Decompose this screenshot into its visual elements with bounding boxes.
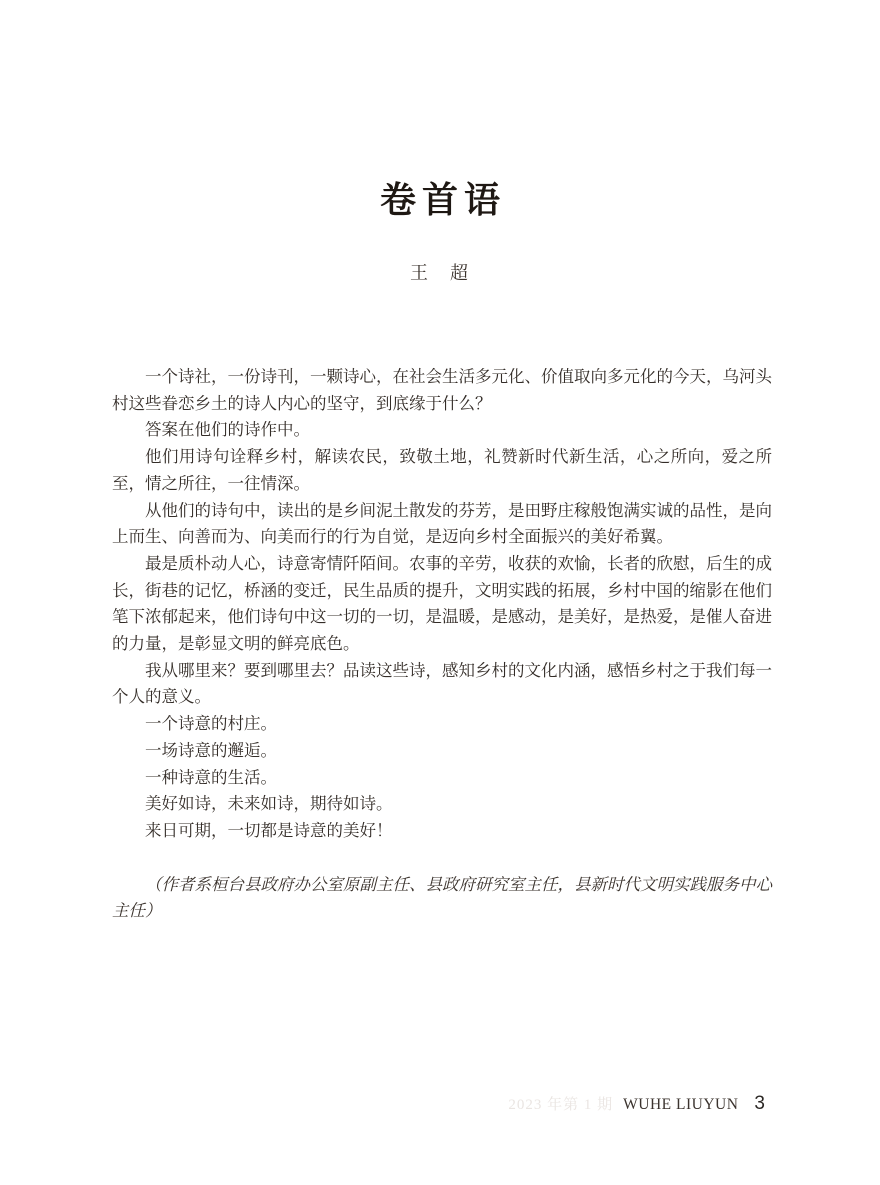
paragraph: 一场诗意的邂逅。 (145, 740, 277, 760)
paragraph: 最是质朴动人心，诗意寄情阡陌间。农事的辛劳，收获的欢愉，长者的欣慰，后生的成长，街巷的记忆，桥涵的变迁，民生品质的提升，文明实践的拓展，乡村中国的缩影在他们笔下浓郁起来，他们诗句中这一切的一切，是温暖，是感动，是美好，是热爱，是催人奋进的力量，是彰显文明的鲜亮底色。 (112, 553, 772, 654)
issue-label: 2023 年第 1 期 (508, 1097, 614, 1113)
page-number: 3 (754, 1093, 765, 1114)
paragraph: 他们用诗句诠释乡村，解读农民，致敬土地，礼赞新时代新生活，心之所向，爱之所至，情之所往，一往情深。 (112, 447, 772, 493)
journal-name: WUHE LIUYUN (623, 1096, 739, 1113)
article-title: 卷首语 (379, 180, 506, 220)
paragraph: 一个诗意的村庄。 (145, 714, 277, 734)
paragraph: 一种诗意的生活。 (145, 767, 277, 787)
paragraph: 从他们的诗句中，读出的是乡间泥土散发的芬芳，是田野庄稼般饱满实诚的品性，是向上而生、向善而为、向美而行的行为自觉，是迈向乡村全面振兴的美好希翼。 (112, 500, 772, 547)
article-body (112, 364, 772, 925)
paragraph: 美好如诗，未来如诗，期待如诗。 (145, 794, 393, 814)
article-author: 王 超 (410, 263, 470, 283)
paragraph: 答案在他们的诗作中。 (145, 420, 310, 440)
paragraph: 我从哪里来？要到哪里去？品读这些诗，感知乡村的文化内涵，感悟乡村之于我们每一个人的意义。 (112, 660, 772, 707)
paragraph: 一个诗社，一份诗刊，一颗诗心，在社会生活多元化、价值取向多元化的今天，乌河头村这些眷恋乡土的诗人内心的坚守，到底缘于什么？ (112, 367, 772, 413)
author-note: （作者系桓台县政府办公室原副主任、县政府研究室主任，县新时代文明实践服务中心主任） (112, 874, 772, 921)
page-footer (508, 1093, 765, 1115)
paragraph: 来日可期，一切都是诗意的美好！ (145, 820, 393, 840)
